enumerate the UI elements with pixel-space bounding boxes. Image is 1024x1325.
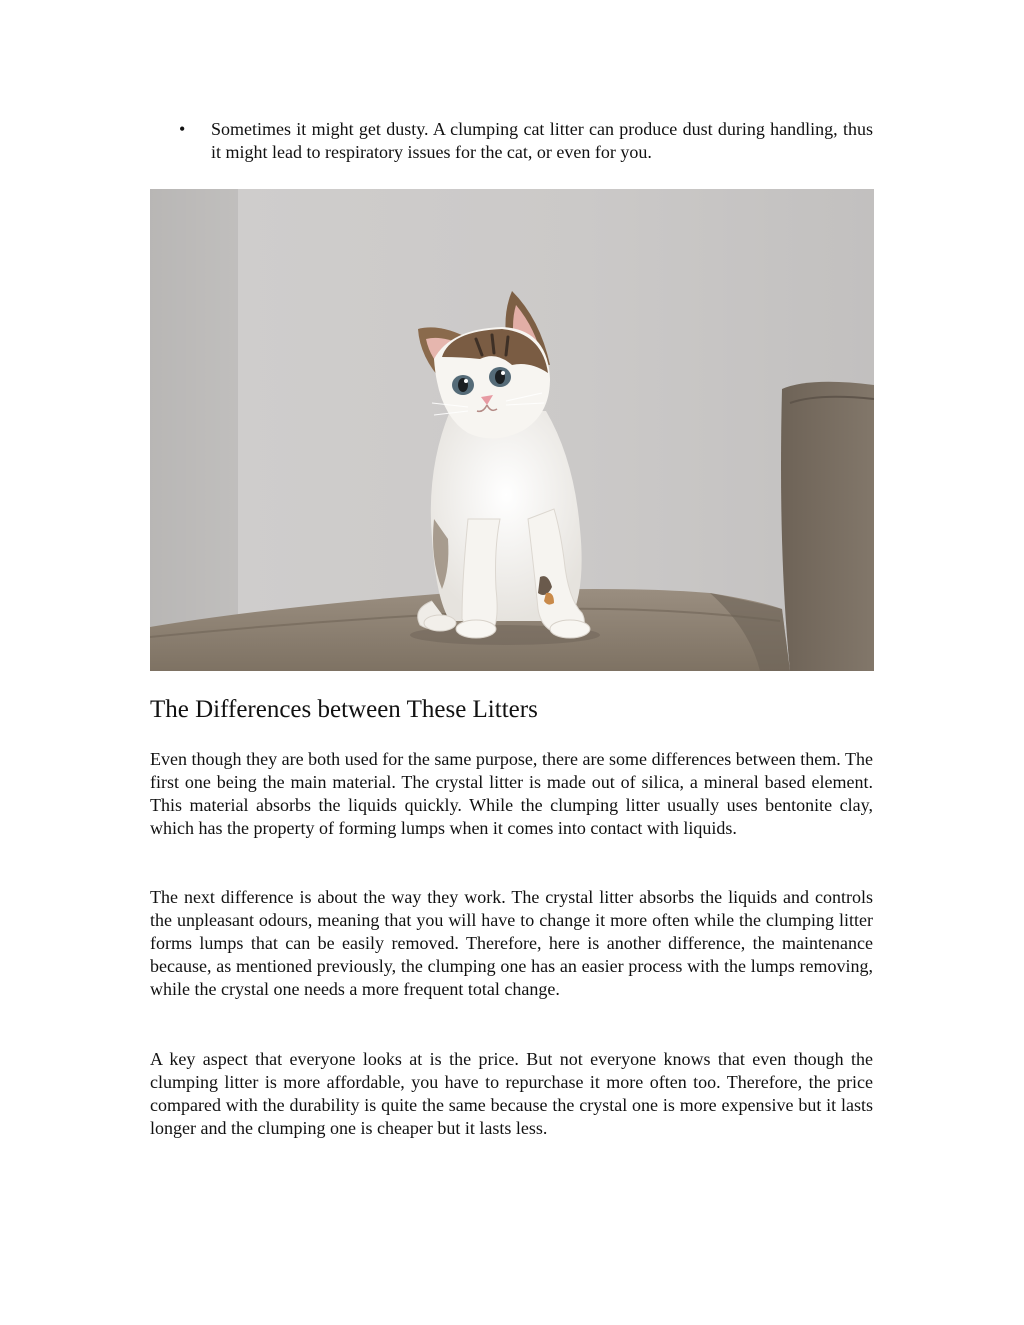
kitten-front-leg-left — [462, 519, 500, 633]
kitten-eye-glint-right — [501, 371, 505, 375]
section-heading: The Differences between These Litters — [150, 696, 538, 723]
kitten-back-paw — [424, 615, 456, 631]
couch-back-cushion — [781, 382, 874, 671]
kitten-eye-glint-left — [464, 379, 468, 383]
paragraph: A key aspect that everyone looks at is the price. But not everyone knows that even though the clumping litter is more affordable, you have to repurchase it more often too. Therefore, the price compared with the durability is quite the same because the crystal one is more expensive but it lasts longer and the clumping one is cheaper but it lasts less. — [150, 1049, 873, 1138]
bullet-icon: • — [179, 119, 186, 139]
wall-shadow — [150, 189, 238, 671]
kitten-paw-right — [550, 620, 590, 638]
kitten-photo — [150, 189, 874, 671]
paragraph: Even though they are both used for the same purpose, there are some differences between them. The first one being the main material. The crystal litter is made out of silica, a mineral based element. This material absorbs the liquids quickly. While the clumping litter usually uses bentonite clay, which has the property of forming lumps when it comes into contact with liquids. — [150, 749, 873, 838]
bullet-text: Sometimes it might get dusty. A clumping cat litter can produce dust during handling, thus it might lead to respiratory issues for the cat, or even for you. — [211, 119, 873, 162]
list-item — [150, 118, 873, 164]
kitten-paw-left — [456, 620, 496, 638]
paragraph: The next difference is about the way they work. The crystal litter absorbs the liquids and controls the unpleasant odours, meaning that you will have to change it more often while the clumping litter forms lumps that can be easily removed. Therefore, here is another difference, the maintenance because, as mentioned previously, the clumping one has an easier process with the lumps removing, while the crystal one needs a more frequent total change. — [150, 887, 873, 999]
bullet-list — [150, 118, 873, 164]
